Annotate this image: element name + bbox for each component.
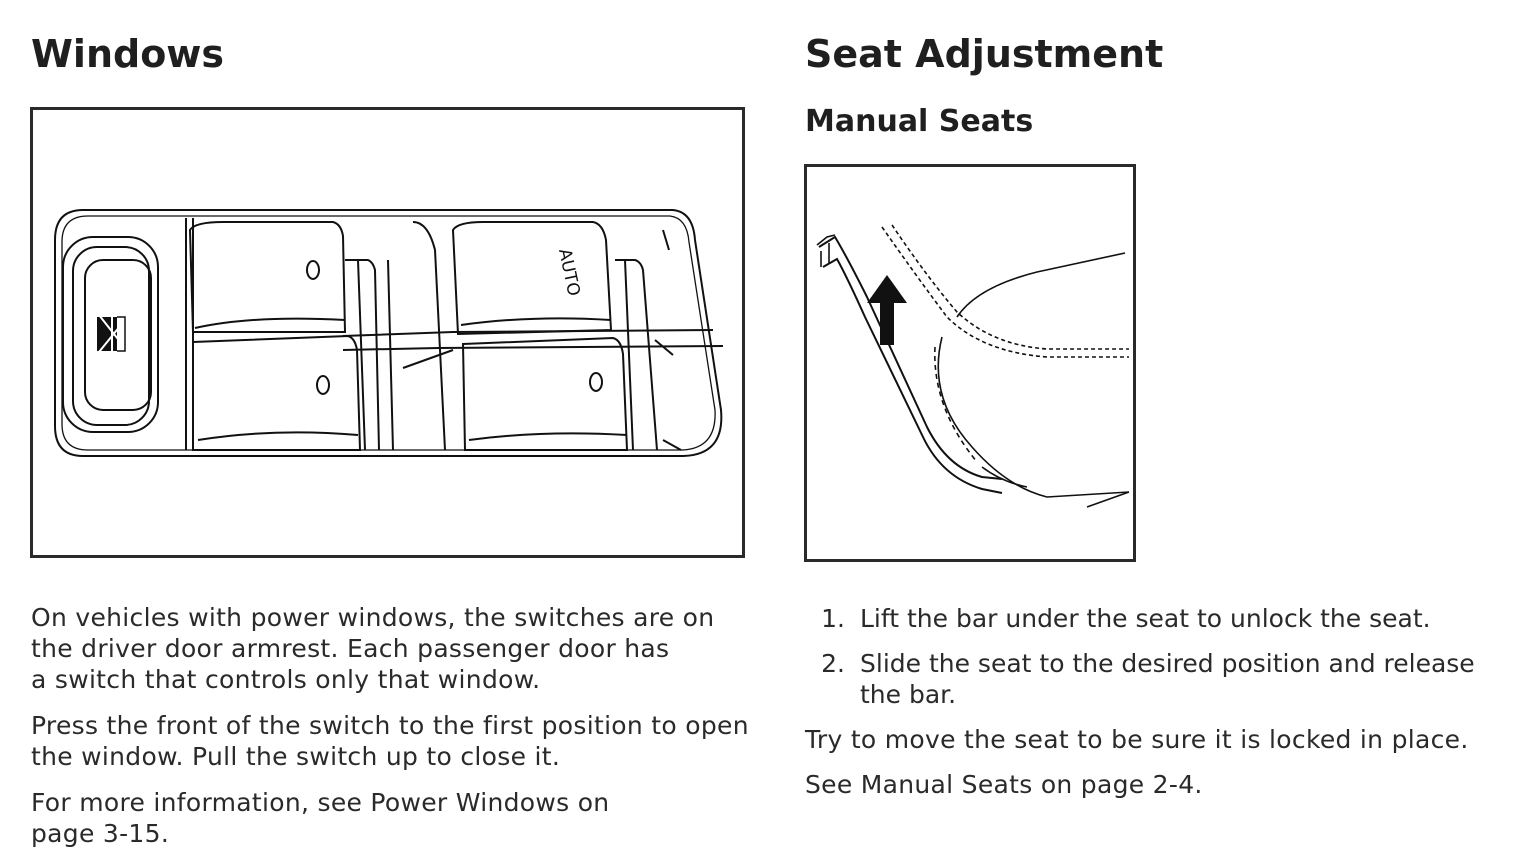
para2-line2: the window. Pull the switch up to close it. [31, 742, 561, 771]
window-switch-figure [30, 107, 745, 558]
window-lockout-icon [97, 312, 125, 355]
seat-bar-figure [804, 164, 1136, 562]
window-switch-illustration [33, 110, 742, 555]
para2-line1: Press the front of the switch to the first position to open [31, 711, 749, 740]
step-2-number: 2. [821, 649, 845, 678]
paragraph-more-info [31, 787, 751, 849]
step-2-line2: the bar. [860, 680, 957, 709]
para1-line1: On vehicles with power windows, the switches are on [31, 603, 715, 632]
para3-line1: For more information, see Power Windows on [31, 788, 610, 817]
step-2-line1: Slide the seat to the desired position and release [860, 649, 1475, 678]
paragraph-see-manual-seats: See Manual Seats on page 2-4. [805, 770, 1203, 799]
paragraph-try-move-seat: Try to move the seat to be sure it is locked in place. [805, 725, 1469, 754]
para1-line3: a switch that controls only that window. [31, 665, 541, 694]
paragraph-press-switch [31, 710, 771, 772]
paragraph-power-windows [31, 602, 751, 695]
step-1-text: Lift the bar under the seat to unlock the seat. [860, 604, 1431, 633]
auto-label: AUTO [554, 246, 584, 298]
step-1-number: 1. [821, 604, 845, 633]
step-1 [805, 603, 1505, 634]
seat-adjustment-heading: Seat Adjustment [805, 32, 1164, 76]
para1-line2: the driver door armrest. Each passenger door has [31, 634, 670, 663]
step-2-text [860, 648, 1500, 710]
windows-heading: Windows [31, 32, 225, 76]
step-2 [805, 648, 1505, 710]
manual-seats-subheading: Manual Seats [805, 104, 1034, 139]
seat-bar-illustration [807, 167, 1133, 559]
para3-line2: page 3-15. [31, 819, 170, 848]
